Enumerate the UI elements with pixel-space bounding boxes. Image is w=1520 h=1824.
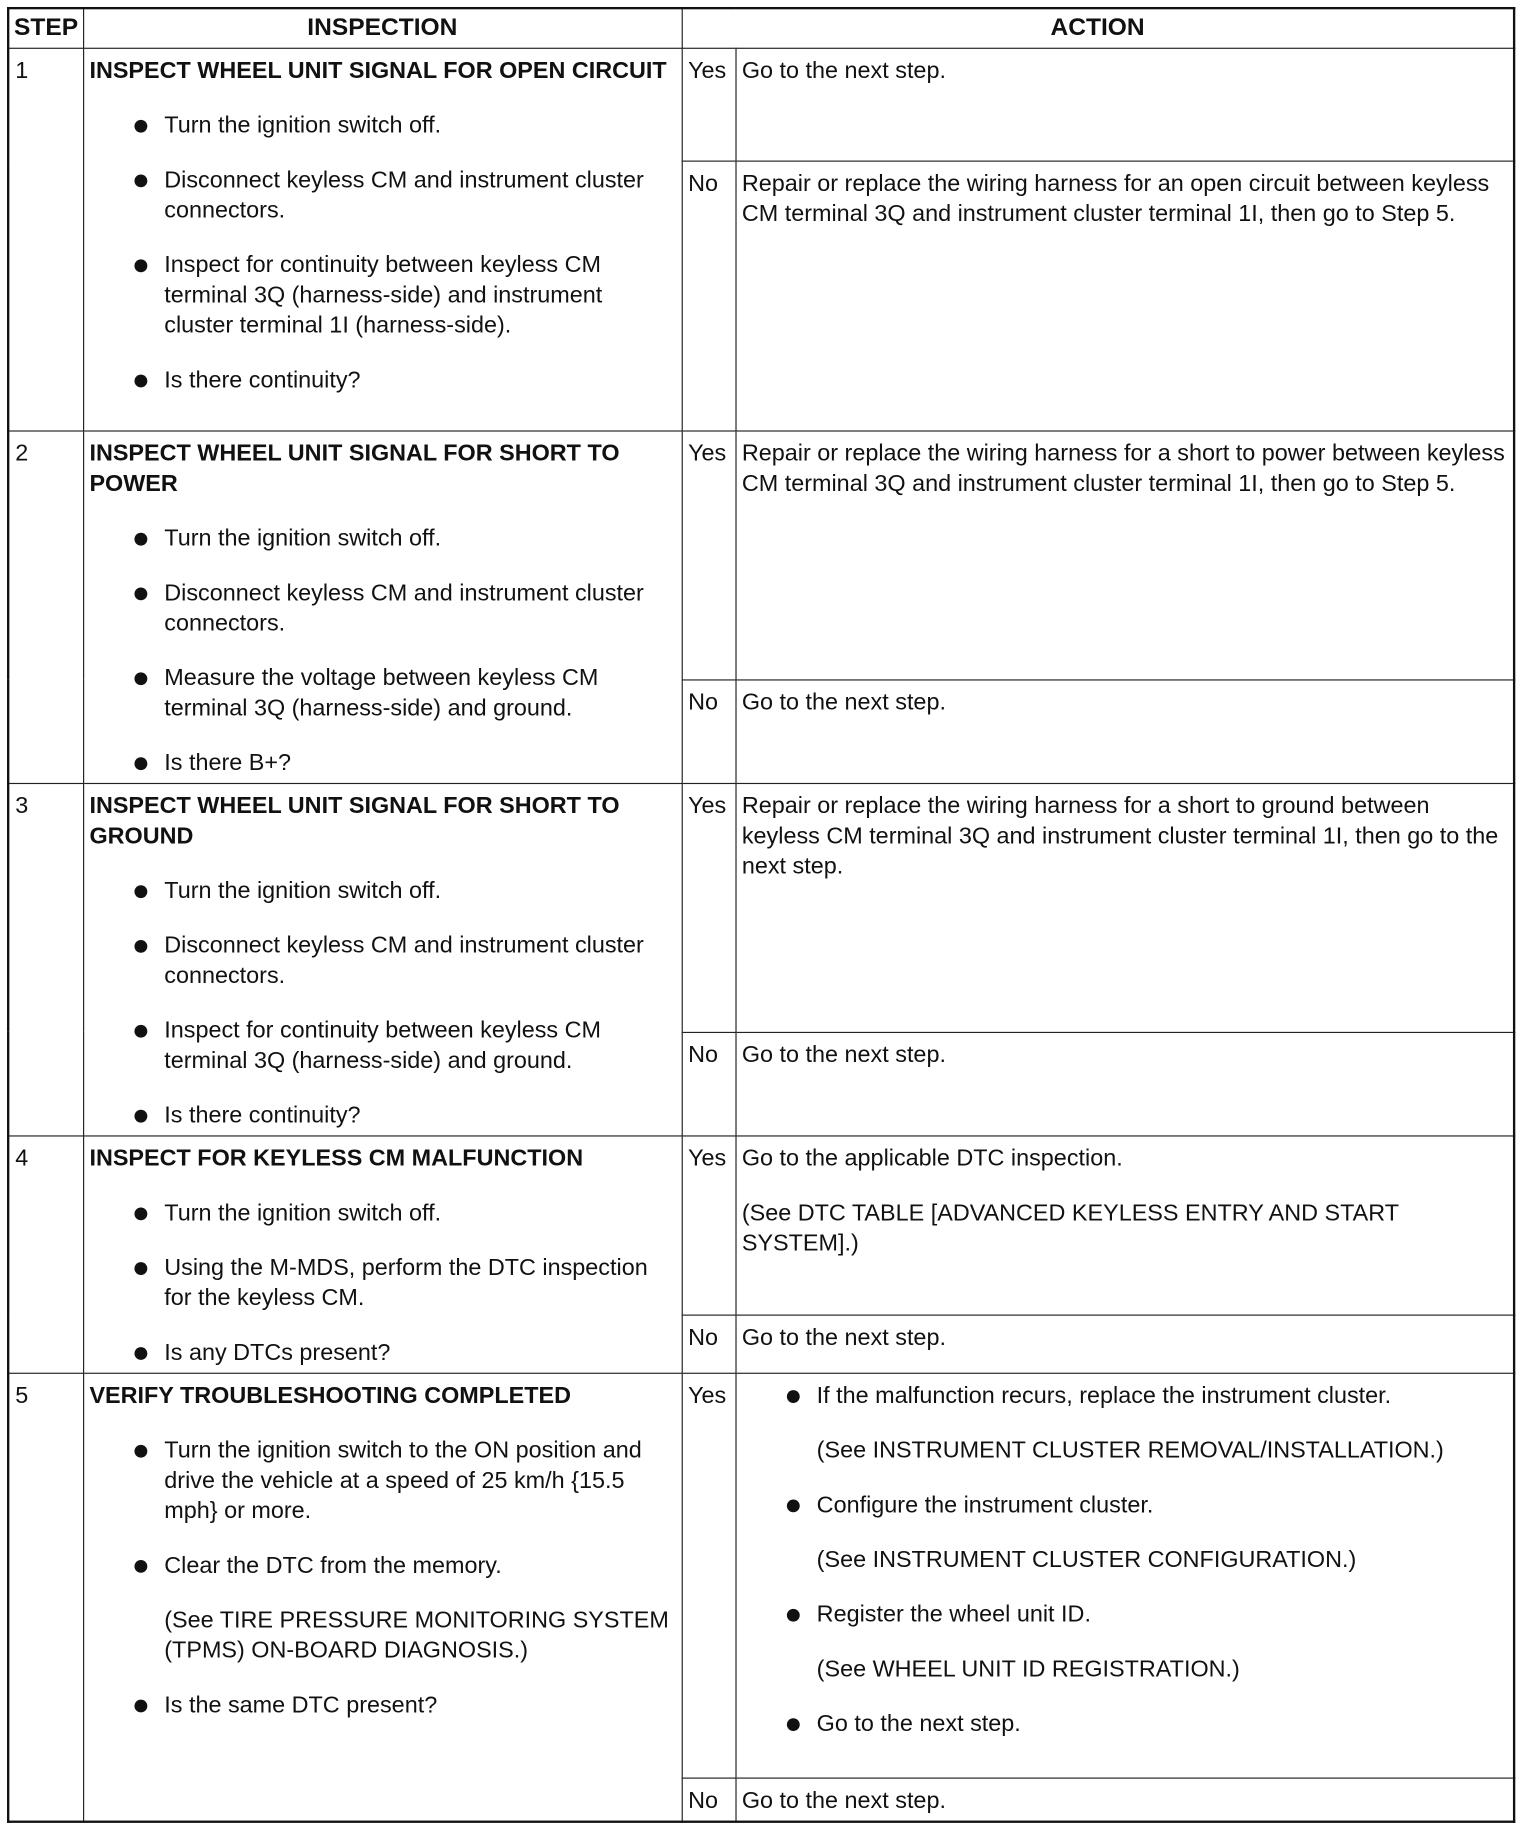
list-item: Disconnect keyless CM and instrument cluster connectors. — [89, 165, 675, 225]
no-label: No — [682, 161, 736, 431]
yes-action-cell — [735, 1135, 1514, 1314]
table-row — [8, 48, 1514, 161]
inspection-title: INSPECT FOR KEYLESS CM MALFUNCTION — [89, 1145, 584, 1171]
no-action: Go to the next step. — [735, 679, 1514, 783]
yes-action: Repair or replace the wiring harness for a short to power between keyless CM terminal 3Q and instrument cluster terminal 1I, then go to Step 5. — [735, 430, 1514, 679]
no-action: Go to the next step. — [735, 1032, 1514, 1136]
no-label: No — [682, 1032, 736, 1136]
table-row — [8, 1135, 1514, 1314]
step-number: 3 — [8, 783, 83, 1135]
yes-action: Go to the next step. — [735, 48, 1514, 161]
table-header-row — [8, 8, 1514, 48]
list-item: Disconnect keyless CM and instrument cluster connectors. — [89, 578, 675, 638]
inspection-cell — [83, 48, 682, 431]
reference-text: (See TIRE PRESSURE MONITORING SYSTEM (TPMS) ON-BOARD DIAGNOSIS.) — [164, 1607, 669, 1663]
table-row — [8, 783, 1514, 1032]
header-inspection: INSPECTION — [83, 8, 682, 48]
yes-action: Go to the applicable DTC inspection. — [741, 1145, 1123, 1171]
inspection-cell — [83, 1373, 682, 1821]
yes-label: Yes — [682, 48, 736, 161]
no-action: Go to the next step. — [735, 1778, 1514, 1822]
list-item: Turn the ignition switch off. — [89, 1198, 675, 1228]
list-item-text: Is the same DTC present? — [164, 1692, 438, 1718]
inspection-title: INSPECT WHEEL UNIT SIGNAL FOR OPEN CIRCUIT — [89, 57, 667, 84]
yes-label: Yes — [682, 1135, 736, 1314]
yes-action: Repair or replace the wiring harness for a short to ground between keyless CM terminal 3Q and instrument cluster terminal 1I, then go to the next step. — [735, 783, 1514, 1032]
reference-text: (See INSTRUMENT CLUSTER REMOVAL/INSTALLATION.) — [816, 1437, 1444, 1463]
list-item — [742, 1708, 1507, 1738]
list-item: Using the M-MDS, perform the DTC inspection for the keyless CM. — [89, 1252, 675, 1312]
inspection-list — [89, 1435, 675, 1720]
list-item: Turn the ignition switch off. — [89, 523, 675, 553]
inspection-list — [89, 875, 675, 1130]
list-item-text: Register the wheel unit ID. — [816, 1601, 1091, 1627]
list-item-text: If the malfunction recurs, replace the instrument cluster. — [816, 1382, 1392, 1409]
list-item — [89, 1690, 675, 1720]
header-action: ACTION — [682, 8, 1514, 48]
no-action: Go to the next step. — [735, 1315, 1514, 1373]
list-item — [742, 1599, 1507, 1684]
no-label: No — [682, 679, 736, 783]
list-item: Inspect for continuity between keyless CM terminal 3Q (harness-side) and ground. — [89, 1015, 675, 1075]
list-item: Is any DTCs present? — [89, 1337, 675, 1367]
list-item — [742, 1380, 1507, 1465]
header-step: STEP — [8, 8, 83, 48]
step-number: 1 — [8, 48, 83, 431]
list-item: Turn the ignition switch off. — [89, 875, 675, 905]
step-number: 4 — [8, 1135, 83, 1372]
list-item: Turn the ignition switch off. — [89, 110, 675, 140]
list-item-text: Go to the next step. — [816, 1710, 1021, 1737]
list-item: Disconnect keyless CM and instrument cluster connectors. — [89, 930, 675, 990]
inspection-list — [89, 110, 675, 395]
inspection-list — [89, 523, 675, 778]
yes-action-cell — [735, 1373, 1514, 1778]
inspection-cell — [83, 430, 682, 782]
list-item — [89, 1435, 675, 1526]
no-label: No — [682, 1315, 736, 1373]
yes-label: Yes — [682, 430, 736, 679]
inspection-title: INSPECT WHEEL UNIT SIGNAL FOR SHORT TO GROUND — [89, 792, 620, 849]
inspection-cell — [83, 1135, 682, 1372]
step-number: 5 — [8, 1373, 83, 1821]
list-item: Inspect for continuity between keyless CM terminal 3Q (harness-side) and instrument cluster terminal 1I (harness-side). — [89, 250, 675, 341]
troubleshooting-table — [7, 7, 1515, 1822]
yes-label: Yes — [682, 783, 736, 1032]
list-item-text: Clear the DTC from the memory. — [164, 1552, 502, 1579]
inspection-title: VERIFY TROUBLESHOOTING COMPLETED — [89, 1382, 572, 1409]
table-row — [8, 430, 1514, 679]
inspection-title: INSPECT WHEEL UNIT SIGNAL FOR SHORT TO POWER — [89, 440, 620, 497]
list-item — [742, 1490, 1507, 1575]
inspection-list — [89, 1198, 675, 1368]
list-item: Is there B+? — [89, 747, 675, 777]
list-item: Measure the voltage between keyless CM terminal 3Q (harness-side) and ground. — [89, 662, 675, 722]
list-item — [89, 1550, 675, 1665]
yes-label: Yes — [682, 1373, 736, 1778]
action-list — [742, 1380, 1507, 1738]
reference-text: (See WHEEL UNIT ID REGISTRATION.) — [816, 1655, 1240, 1682]
no-action: Repair or replace the wiring harness for an open circuit between keyless CM terminal 3Q and instrument cluster terminal 1I, then go to Step 5. — [735, 161, 1514, 431]
list-item-text: Configure the instrument cluster. — [816, 1491, 1154, 1518]
no-label: No — [682, 1778, 736, 1822]
table-row — [8, 1373, 1514, 1778]
list-item-text: Turn the ignition switch to the ON position and drive the vehicle at a speed of 25 km/h {15.5 mph} or more. — [164, 1437, 642, 1524]
reference-text: (See DTC TABLE [ADVANCED KEYLESS ENTRY AND START SYSTEM].) — [741, 1199, 1399, 1256]
list-item: Is there continuity? — [89, 365, 675, 395]
step-number: 2 — [8, 430, 83, 782]
list-item: Is there continuity? — [89, 1100, 675, 1130]
inspection-cell — [83, 783, 682, 1135]
reference-text: (See INSTRUMENT CLUSTER CONFIGURATION.) — [816, 1546, 1357, 1573]
